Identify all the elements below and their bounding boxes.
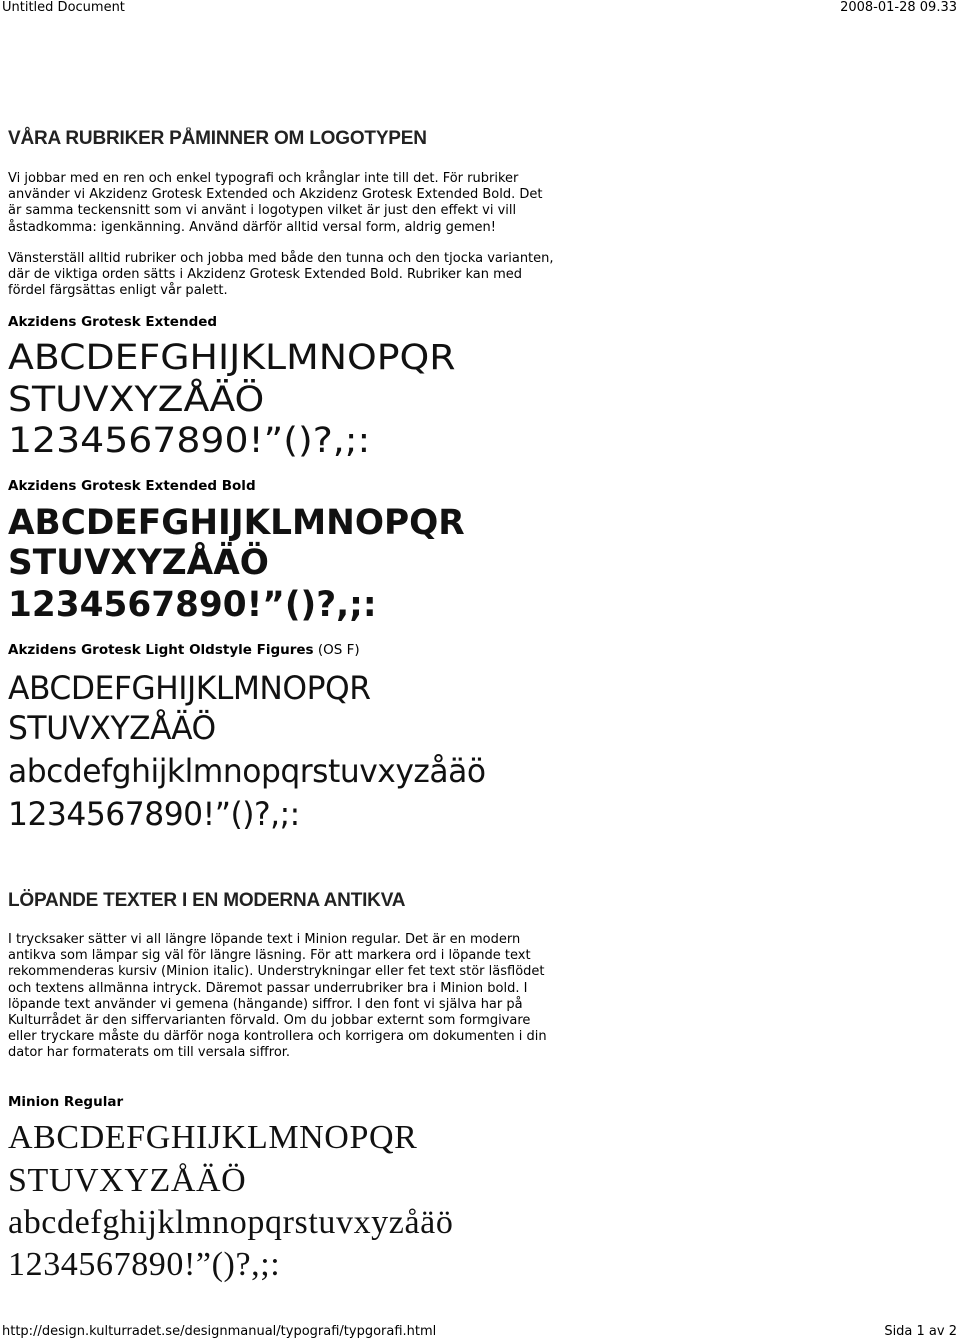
page-number: Sida 1 av 2	[884, 1324, 957, 1339]
specimen-label-extended-bold: Akzidens Grotesk Extended Bold	[8, 478, 256, 494]
specimen-extended-uppercase-1: ABCDEFGHIJKLMNOPQR	[8, 338, 456, 378]
print-datetime: 2008-01-28 09.33	[840, 0, 957, 15]
paragraph-line: Kulturrådet är den siffervarianten förvald. Om du jobbar externt som formgivare	[8, 1013, 531, 1029]
specimen-minion-uppercase-1: ABCDEFGHIJKLMNOPQR	[8, 1119, 418, 1156]
print-footer	[0, 1324, 960, 1340]
specimen-extended-figures: 1234567890!”()?,;:	[8, 421, 371, 461]
paragraph-line: I trycksaker sätter vi all längre löpande text i Minion regular. Det är en modern	[8, 932, 521, 947]
paragraph-line: och textens allmänna intryck. Däremot passar underrubriker bra i Minion bold. I	[8, 980, 528, 996]
section-title-headlines: VÅRA RUBRIKER PÅMINNER OM LOGOTYPEN	[8, 128, 427, 149]
specimen-minion-lowercase: abcdefghijklmnopqrstuvxyzåäö	[8, 1204, 454, 1241]
paragraph-line: antikva som lämpar sig väl för längre läsning. För att markera ord i löpande text	[8, 948, 531, 964]
paragraph-line: eller tryckare måste du därför noga kontrollera och korrigera om dokumenten i din	[8, 1029, 547, 1045]
paragraph-line: dator har formaterats om till versala siffror.	[8, 1045, 291, 1061]
specimen-label-text: Akzidens Grotesk Light Oldstyle Figures	[8, 642, 314, 658]
paragraph-line: Vi jobbar med en ren och enkel typografi och krånglar inte till det. För rubriker	[8, 171, 519, 186]
paragraph-line: löpande text använder vi gemena (hängande) siffror. I den font vi själva har på	[8, 996, 523, 1012]
paragraph-headlines-intro	[8, 171, 608, 236]
paragraph-line: är samma teckensnitt som vi använt i logotypen vilket är just den effekt vi vill	[8, 203, 517, 219]
document-title: Untitled Document	[2, 0, 125, 15]
print-header	[0, 0, 960, 16]
specimen-extended-uppercase-2: STUVXYZÅÄÖ	[8, 380, 265, 420]
specimen-label-note: (OS F)	[313, 642, 360, 658]
specimen-extended-bold-uppercase-2: STUVXYZÅÄÖ	[8, 543, 269, 583]
paragraph-line: fördel färgsättas enligt vår palett.	[8, 283, 228, 299]
specimen-extended-bold-figures: 1234567890!”()?,;:	[8, 585, 377, 625]
specimen-light-figures: 1234567890!”()?,;:	[8, 795, 300, 833]
paragraph-line: åstadkomma: igenkänning. Använd därför alltid versal form, aldrig gemen!	[8, 219, 496, 235]
paragraph-line: rekommenderas kursiv (Minion italic). Understrykningar eller fet text stör läsflödet	[8, 964, 545, 980]
specimen-light-uppercase-1: ABCDEFGHIJKLMNOPQR	[8, 669, 371, 707]
specimen-label-minion: Minion Regular	[8, 1094, 124, 1110]
specimen-label-light-oldstyle	[8, 642, 360, 658]
page-url: http://design.kulturradet.se/designmanual/typografi/typgorafi.html	[2, 1324, 437, 1339]
paragraph-line: använder vi Akzidenz Grotesk Extended och Akzidenz Grotesk Extended Bold. Det	[8, 187, 543, 203]
specimen-minion-uppercase-2: STUVXYZÅÄÖ	[8, 1162, 247, 1199]
paragraph-body-text	[8, 932, 608, 1062]
specimen-light-uppercase-2: STUVXYZÅÄÖ	[8, 709, 216, 747]
section-title-body-text: LÖPANDE TEXTER I EN MODERNA ANTIKVA	[8, 890, 406, 911]
paragraph-line: Vänsterställ alltid rubriker och jobba med både den tunna och den tjocka varianten,	[8, 251, 554, 266]
paragraph-line: där de viktiga orden sätts i Akzidenz Grotesk Extended Bold. Rubriker kan med	[8, 267, 523, 283]
specimen-minion-figures: 1234567890!”()?,;:	[8, 1246, 281, 1283]
paragraph-headlines-alignment	[8, 251, 608, 300]
specimen-light-lowercase: abcdefghijklmnopqrstuvxyzåäö	[8, 752, 486, 790]
specimen-label-extended: Akzidens Grotesk Extended	[8, 314, 218, 330]
specimen-extended-bold-uppercase-1: ABCDEFGHIJKLMNOPQR	[8, 503, 465, 543]
